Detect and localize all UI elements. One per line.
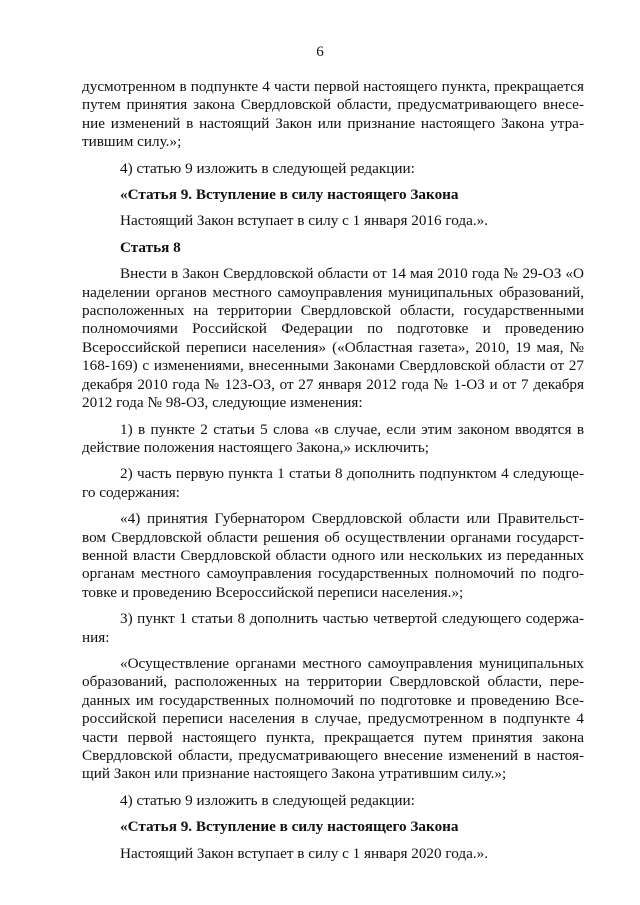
paragraph-amendment-intro: Внести в Закон Свердловской области от 14 мая 2010 года № 29-ОЗ «О наделении органов местного самоуправления муниципальных образований, расположенных на территории Свердловской области, государственными полномочиями Российской Федерации по подготовке и проведению Всероссийской переписи населения» («Областная газета», 2010, 19 мая, № 168-169) с изменениями, внесенными Законами Свердловской области от 27 декабря 2010 года № 123-ОЗ, от 27 января 2012 года № 1-ОЗ и от 7 декабря 2012 года № 98-ОЗ, следующие изменения: — [82, 265, 584, 412]
paragraph-item-4: 4) статью 9 изложить в следующей редакции: — [120, 159, 415, 177]
article-9-heading-second: «Статья 9. Вступление в силу настоящего Закона — [120, 818, 459, 836]
paragraph-effective-date-2020: Настоящий Закон вступает в силу с 1 января 2020 года.». — [120, 844, 489, 862]
article-8-heading: Статья 8 — [120, 238, 181, 256]
paragraph-effective-date-2016: Настоящий Закон вступает в силу с 1 января 2016 года.». — [120, 212, 489, 230]
paragraph-quoted-subitem-4: «4) принятия Губернатором Свердловской области или Правительством Свердловской области решения об осуществлении органами государственной власти Свердловской области одного или нескольких из переданных органам местного самоуправления государственных полномочий по подготовке и проведению Всероссийской переписи населения.»; — [82, 510, 584, 601]
paragraph-quoted-part-four: «Осуществление органами местного самоуправления муниципальных образований, расположенных на территории Свердловской области, переданных им государственных полномочий по подготовке и проведению Всероссийской переписи населения в случае, предусмотренном в подпункте 4 части первой настоящего пункта, прекращается путем принятия закона Свердловской области, предусматривающего внесение изменений в настоящий Закон или признание настоящего Закона утратившим силу.»; — [82, 654, 584, 783]
paragraph-item-4-second: 4) статью 9 изложить в следующей редакции: — [120, 791, 415, 809]
paragraph-continuation: дусмотренном в подпункте 4 части первой настоящего пункта, прекращается путем принятия закона Свердловской области, предусматривающего внесение изменений в настоящий Закон или признание настоящего Закона утратившим силу.»; — [82, 78, 584, 151]
page-number: 6 — [316, 44, 324, 60]
paragraph-item-1: 1) в пункте 2 статьи 5 слова «в случае, если этим законом вводятся в действие положения настоящего Закона,» исключить; — [82, 420, 584, 456]
paragraph-item-2: 2) часть первую пункта 1 статьи 8 дополнить подпунктом 4 следующего содержания: — [82, 465, 584, 501]
document-body — [82, 78, 584, 871]
article-9-heading: «Статья 9. Вступление в силу настоящего Закона — [120, 186, 459, 204]
paragraph-item-3: 3) пункт 1 статьи 8 дополнить частью четвертой следующего содержания: — [82, 610, 584, 646]
